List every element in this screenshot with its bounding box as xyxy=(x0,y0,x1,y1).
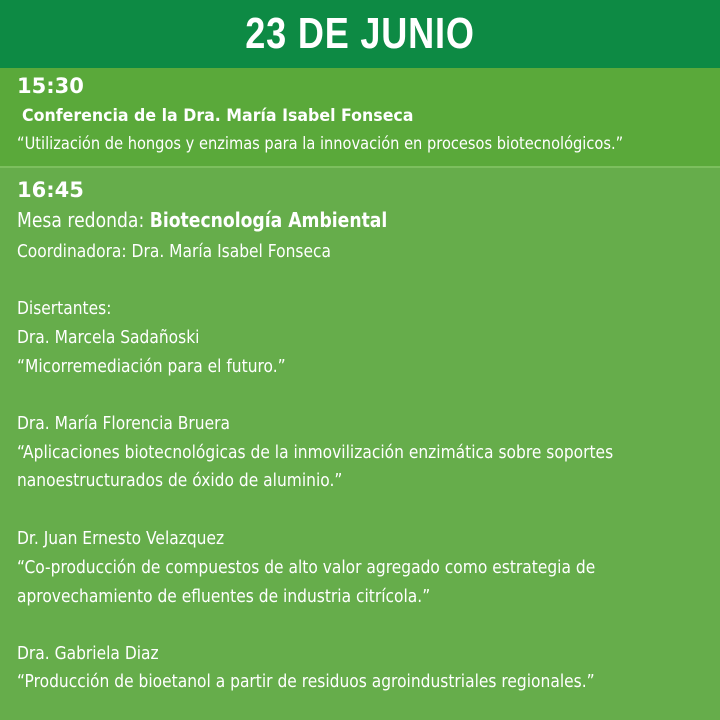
conference-speaker: Conferencia de la Dra. María Isabel Fonseca xyxy=(22,106,414,126)
speaker-name: Dra. María Florencia Bruera xyxy=(17,413,230,434)
speaker-talk: “Aplicaciones biotecnológicas de la inmovilización enzimática sobre soportes xyxy=(17,442,614,463)
speaker-talk-continued: nanoestructurados de óxido de aluminio.” xyxy=(17,470,343,491)
speaker-name: Dr. Juan Ernesto Velazquez xyxy=(17,528,225,549)
speaker-name: Dra. Marcela Sadañoski xyxy=(17,327,200,348)
speaker-talk-continued: aprovechamiento de efluentes de industria citrícola.” xyxy=(17,586,431,607)
coordinator: Coordinadora: Dra. María Isabel Fonseca xyxy=(17,241,331,262)
conference-time: 15:30 xyxy=(17,74,84,98)
speaker-name: Dra. Gabriela Diaz xyxy=(17,643,159,664)
round-table-title xyxy=(17,208,387,232)
round-table-time: 16:45 xyxy=(17,178,84,202)
date-title: 23 DE JUNIO xyxy=(245,9,475,58)
round-table-prefix: Mesa redonda: xyxy=(17,208,150,232)
speaker-talk: “Producción de bioetanol a partir de residuos agroindustriales regionales.” xyxy=(17,671,595,692)
round-table-topic: Biotecnología Ambiental xyxy=(149,208,388,232)
speaker-talk: “Co-producción de compuestos de alto valor agregado como estrategia de xyxy=(17,557,596,578)
speaker-talk: “Micorremediación para el futuro.” xyxy=(17,356,286,377)
date-header xyxy=(0,0,720,68)
conference-block xyxy=(0,68,720,168)
speakers-heading: Disertantes: xyxy=(17,298,112,319)
conference-talk-title: “Utilización de hongos y enzimas para la innovación en procesos biotecnológicos.” xyxy=(17,134,624,154)
round-table-block xyxy=(0,170,720,720)
